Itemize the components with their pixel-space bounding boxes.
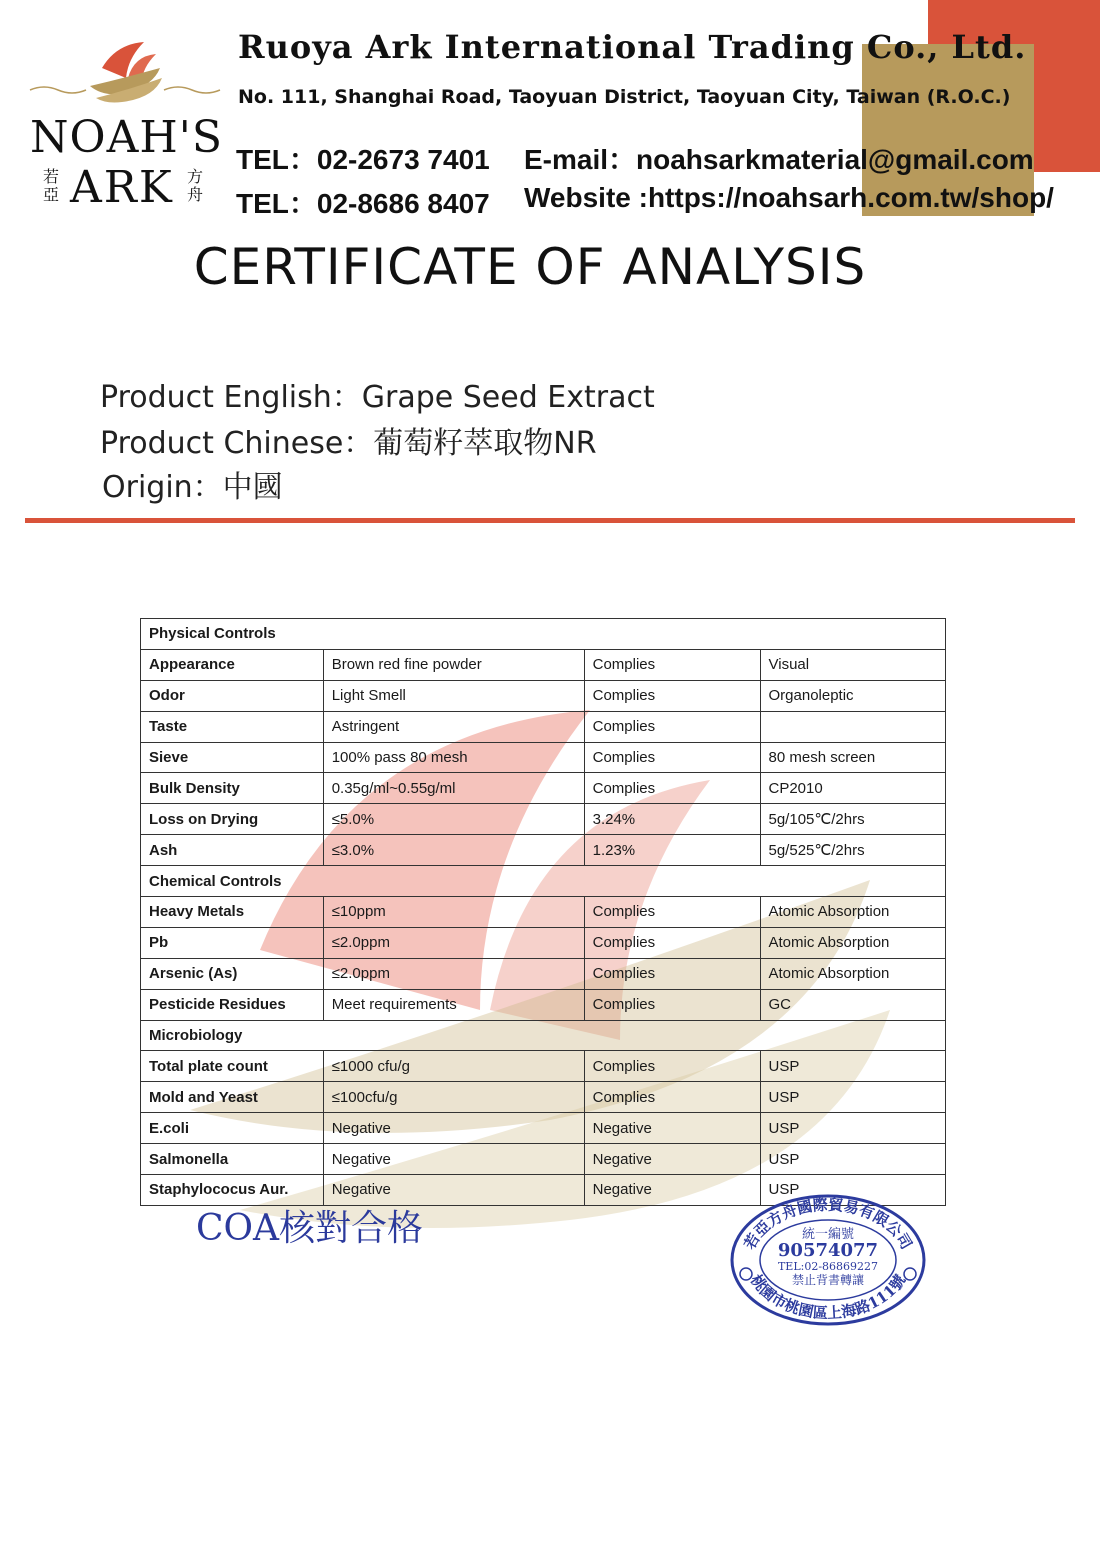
company-address: No. 111, Shanghai Road, Taoyuan District, Taoyuan City, Taiwan (R.O.C.) xyxy=(238,86,1011,108)
specification-cell: Negative xyxy=(323,1113,584,1144)
method-cell: Atomic Absorption xyxy=(760,897,946,928)
item-cell: Ash xyxy=(141,835,324,866)
table-row xyxy=(141,742,946,773)
result-cell: Complies xyxy=(584,958,760,989)
table-row xyxy=(141,897,946,928)
table-section-row xyxy=(141,1020,946,1051)
stamp-flower-icon xyxy=(740,1268,752,1280)
specification-cell: Brown red fine powder xyxy=(323,649,584,680)
method-cell: USP xyxy=(760,1175,946,1206)
method-cell: USP xyxy=(760,1144,946,1175)
table-row xyxy=(141,649,946,680)
method-cell: Organoleptic xyxy=(760,680,946,711)
method-cell: Atomic Absorption xyxy=(760,958,946,989)
table-section-header: Physical Controls xyxy=(141,619,946,650)
item-cell: Taste xyxy=(141,711,324,742)
item-cell: Total plate count xyxy=(141,1051,324,1082)
table-section-row xyxy=(141,619,946,650)
section-divider xyxy=(25,518,1075,523)
product-origin: Origin：中國 xyxy=(102,470,283,505)
item-cell: Sieve xyxy=(141,742,324,773)
specification-cell: Negative xyxy=(323,1175,584,1206)
specification-cell: ≤100cfu/g xyxy=(323,1082,584,1113)
ship-sail-icon xyxy=(24,38,224,118)
item-cell: Mold and Yeast xyxy=(141,1082,324,1113)
table-row xyxy=(141,1144,946,1175)
logo-word-ark: ARK xyxy=(70,162,174,213)
result-cell: Complies xyxy=(584,927,760,958)
table-row xyxy=(141,927,946,958)
result-cell: Negative xyxy=(584,1113,760,1144)
result-cell: Complies xyxy=(584,1051,760,1082)
result-cell: 1.23% xyxy=(584,835,760,866)
company-name: Ruoya Ark International Trading Co., Ltd. xyxy=(238,28,1027,66)
stamp-note: 禁止背書轉讓 xyxy=(791,1273,865,1287)
method-cell xyxy=(760,711,946,742)
specification-cell: Astringent xyxy=(323,711,584,742)
result-cell: Complies xyxy=(584,1082,760,1113)
specification-cell: 0.35g/ml~0.55g/ml xyxy=(323,773,584,804)
stamp-label: 統一編號 xyxy=(801,1227,855,1242)
coa-table xyxy=(140,618,946,1206)
method-cell: USP xyxy=(760,1113,946,1144)
stamp-flower-icon xyxy=(904,1268,916,1280)
result-cell: Complies xyxy=(584,897,760,928)
table-row xyxy=(141,711,946,742)
product-english: Product English：Grape Seed Extract xyxy=(100,380,655,415)
result-cell: Complies xyxy=(584,742,760,773)
company-email: E-mail：noahsarkmaterial@gmail.com xyxy=(524,144,1034,175)
logo-cjk-left: 若亞 xyxy=(42,167,59,204)
specification-cell: ≤3.0% xyxy=(323,835,584,866)
result-cell: Negative xyxy=(584,1175,760,1206)
result-cell: Complies xyxy=(584,989,760,1020)
item-cell: Appearance xyxy=(141,649,324,680)
specification-cell: ≤10ppm xyxy=(323,897,584,928)
table-row xyxy=(141,804,946,835)
method-cell: Visual xyxy=(760,649,946,680)
stamp-arc-top: 若亞方舟國際貿易有限公司 xyxy=(740,1195,916,1253)
method-cell: 5g/105℃/2hrs xyxy=(760,804,946,835)
result-cell: 3.24% xyxy=(584,804,760,835)
method-cell: CP2010 xyxy=(760,773,946,804)
method-cell: USP xyxy=(760,1082,946,1113)
table-row xyxy=(141,1113,946,1144)
document-title: CERTIFICATE OF ANALYSIS xyxy=(193,238,867,296)
method-cell: 5g/525℃/2hrs xyxy=(760,835,946,866)
company-logo xyxy=(24,38,224,218)
method-cell: USP xyxy=(760,1051,946,1082)
item-cell: Arsenic (As) xyxy=(141,958,324,989)
specification-cell: Negative xyxy=(323,1144,584,1175)
logo-cjk-right: 方舟 xyxy=(186,167,203,204)
item-cell: Pb xyxy=(141,927,324,958)
table-row xyxy=(141,1051,946,1082)
result-cell: Complies xyxy=(584,680,760,711)
item-cell: Odor xyxy=(141,680,324,711)
specification-cell: ≤2.0ppm xyxy=(323,927,584,958)
item-cell: Salmonella xyxy=(141,1144,324,1175)
result-cell: Negative xyxy=(584,1144,760,1175)
specification-cell: Meet requirements xyxy=(323,989,584,1020)
table-section-row xyxy=(141,866,946,897)
table-row xyxy=(141,680,946,711)
result-cell: Complies xyxy=(584,711,760,742)
table-row xyxy=(141,958,946,989)
result-cell: Complies xyxy=(584,773,760,804)
item-cell: Bulk Density xyxy=(141,773,324,804)
stamp-arc-bottom: 桃園市桃園區上海路111號 xyxy=(746,1271,910,1323)
specification-cell: ≤5.0% xyxy=(323,804,584,835)
company-tel-2: TEL：02-8686 8407 xyxy=(236,188,490,219)
specification-cell: ≤2.0ppm xyxy=(323,958,584,989)
specification-cell: 100% pass 80 mesh xyxy=(323,742,584,773)
product-chinese: Product Chinese：葡萄籽萃取物NR xyxy=(100,426,597,461)
method-cell: GC xyxy=(760,989,946,1020)
company-tel-1: TEL：02-2673 7401 xyxy=(236,144,490,175)
item-cell: Heavy Metals xyxy=(141,897,324,928)
table-section-header: Chemical Controls xyxy=(141,866,946,897)
specification-cell: Light Smell xyxy=(323,680,584,711)
table-row xyxy=(141,1082,946,1113)
item-cell: Pesticide Residues xyxy=(141,989,324,1020)
item-cell: Loss on Drying xyxy=(141,804,324,835)
result-cell: Complies xyxy=(584,649,760,680)
table-row xyxy=(141,773,946,804)
item-cell: E.coli xyxy=(141,1113,324,1144)
table-row xyxy=(141,835,946,866)
item-cell: Staphylococus Aur. xyxy=(141,1175,324,1206)
stamp-tel: TEL:02-86869227 xyxy=(777,1260,879,1273)
method-cell: Atomic Absorption xyxy=(760,927,946,958)
table-section-header: Microbiology xyxy=(141,1020,946,1051)
logo-word-noahs: NOAH'S xyxy=(30,112,223,163)
stamp-tax-id: 90574077 xyxy=(777,1240,879,1261)
specification-cell: ≤1000 cfu/g xyxy=(323,1051,584,1082)
approval-note: COA核對合格 xyxy=(196,1208,424,1249)
company-stamp xyxy=(728,1190,928,1326)
company-website: Website :https://noahsarh.com.tw/shop/ xyxy=(524,182,1054,213)
method-cell: 80 mesh screen xyxy=(760,742,946,773)
table-row xyxy=(141,989,946,1020)
